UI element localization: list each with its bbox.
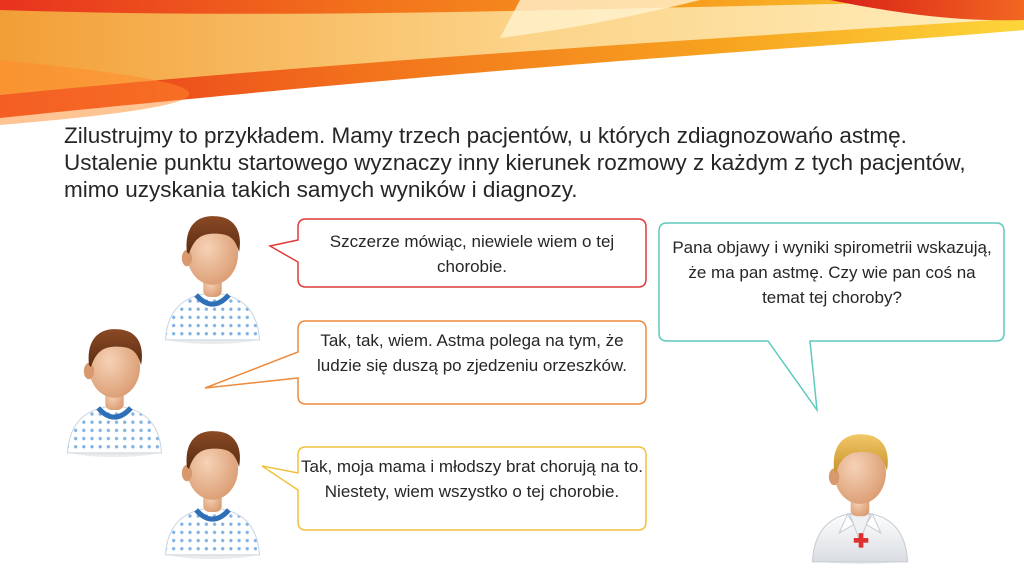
patient-1-icon xyxy=(160,207,265,345)
patient-3-speech: Tak, moja mama i młodszy brat chorują na to. Niestety, wiem wszystko o tej chorobie. xyxy=(300,457,644,501)
doctor-speech: Pana objawy i wyniki spirometrii wskazują, że ma pan astmę. Czy wie pan coś na temat tej choroby? xyxy=(672,238,992,307)
patient-2-speech: Tak, tak, wiem. Astma polega na tym, że ludzie się duszą po zjedzeniu orzeszków. xyxy=(317,331,627,375)
doctor-icon xyxy=(806,425,914,565)
patient-2-icon xyxy=(62,320,167,458)
patient-1-speech: Szczerze mówiąc, niewiele wiem o tej chorobie. xyxy=(329,232,615,276)
intro-paragraph: Zilustrujmy to przykładem. Mamy trzech pacjentów, u których zdiagnozowańo astmę. Ustalenie punktu startowego wyznaczy inny kierunek rozmowy z każdym z tych pacjentów, mimo uzyskania takich samych wyników i diagnozy. xyxy=(64,123,966,202)
patient-3-icon xyxy=(160,422,265,560)
